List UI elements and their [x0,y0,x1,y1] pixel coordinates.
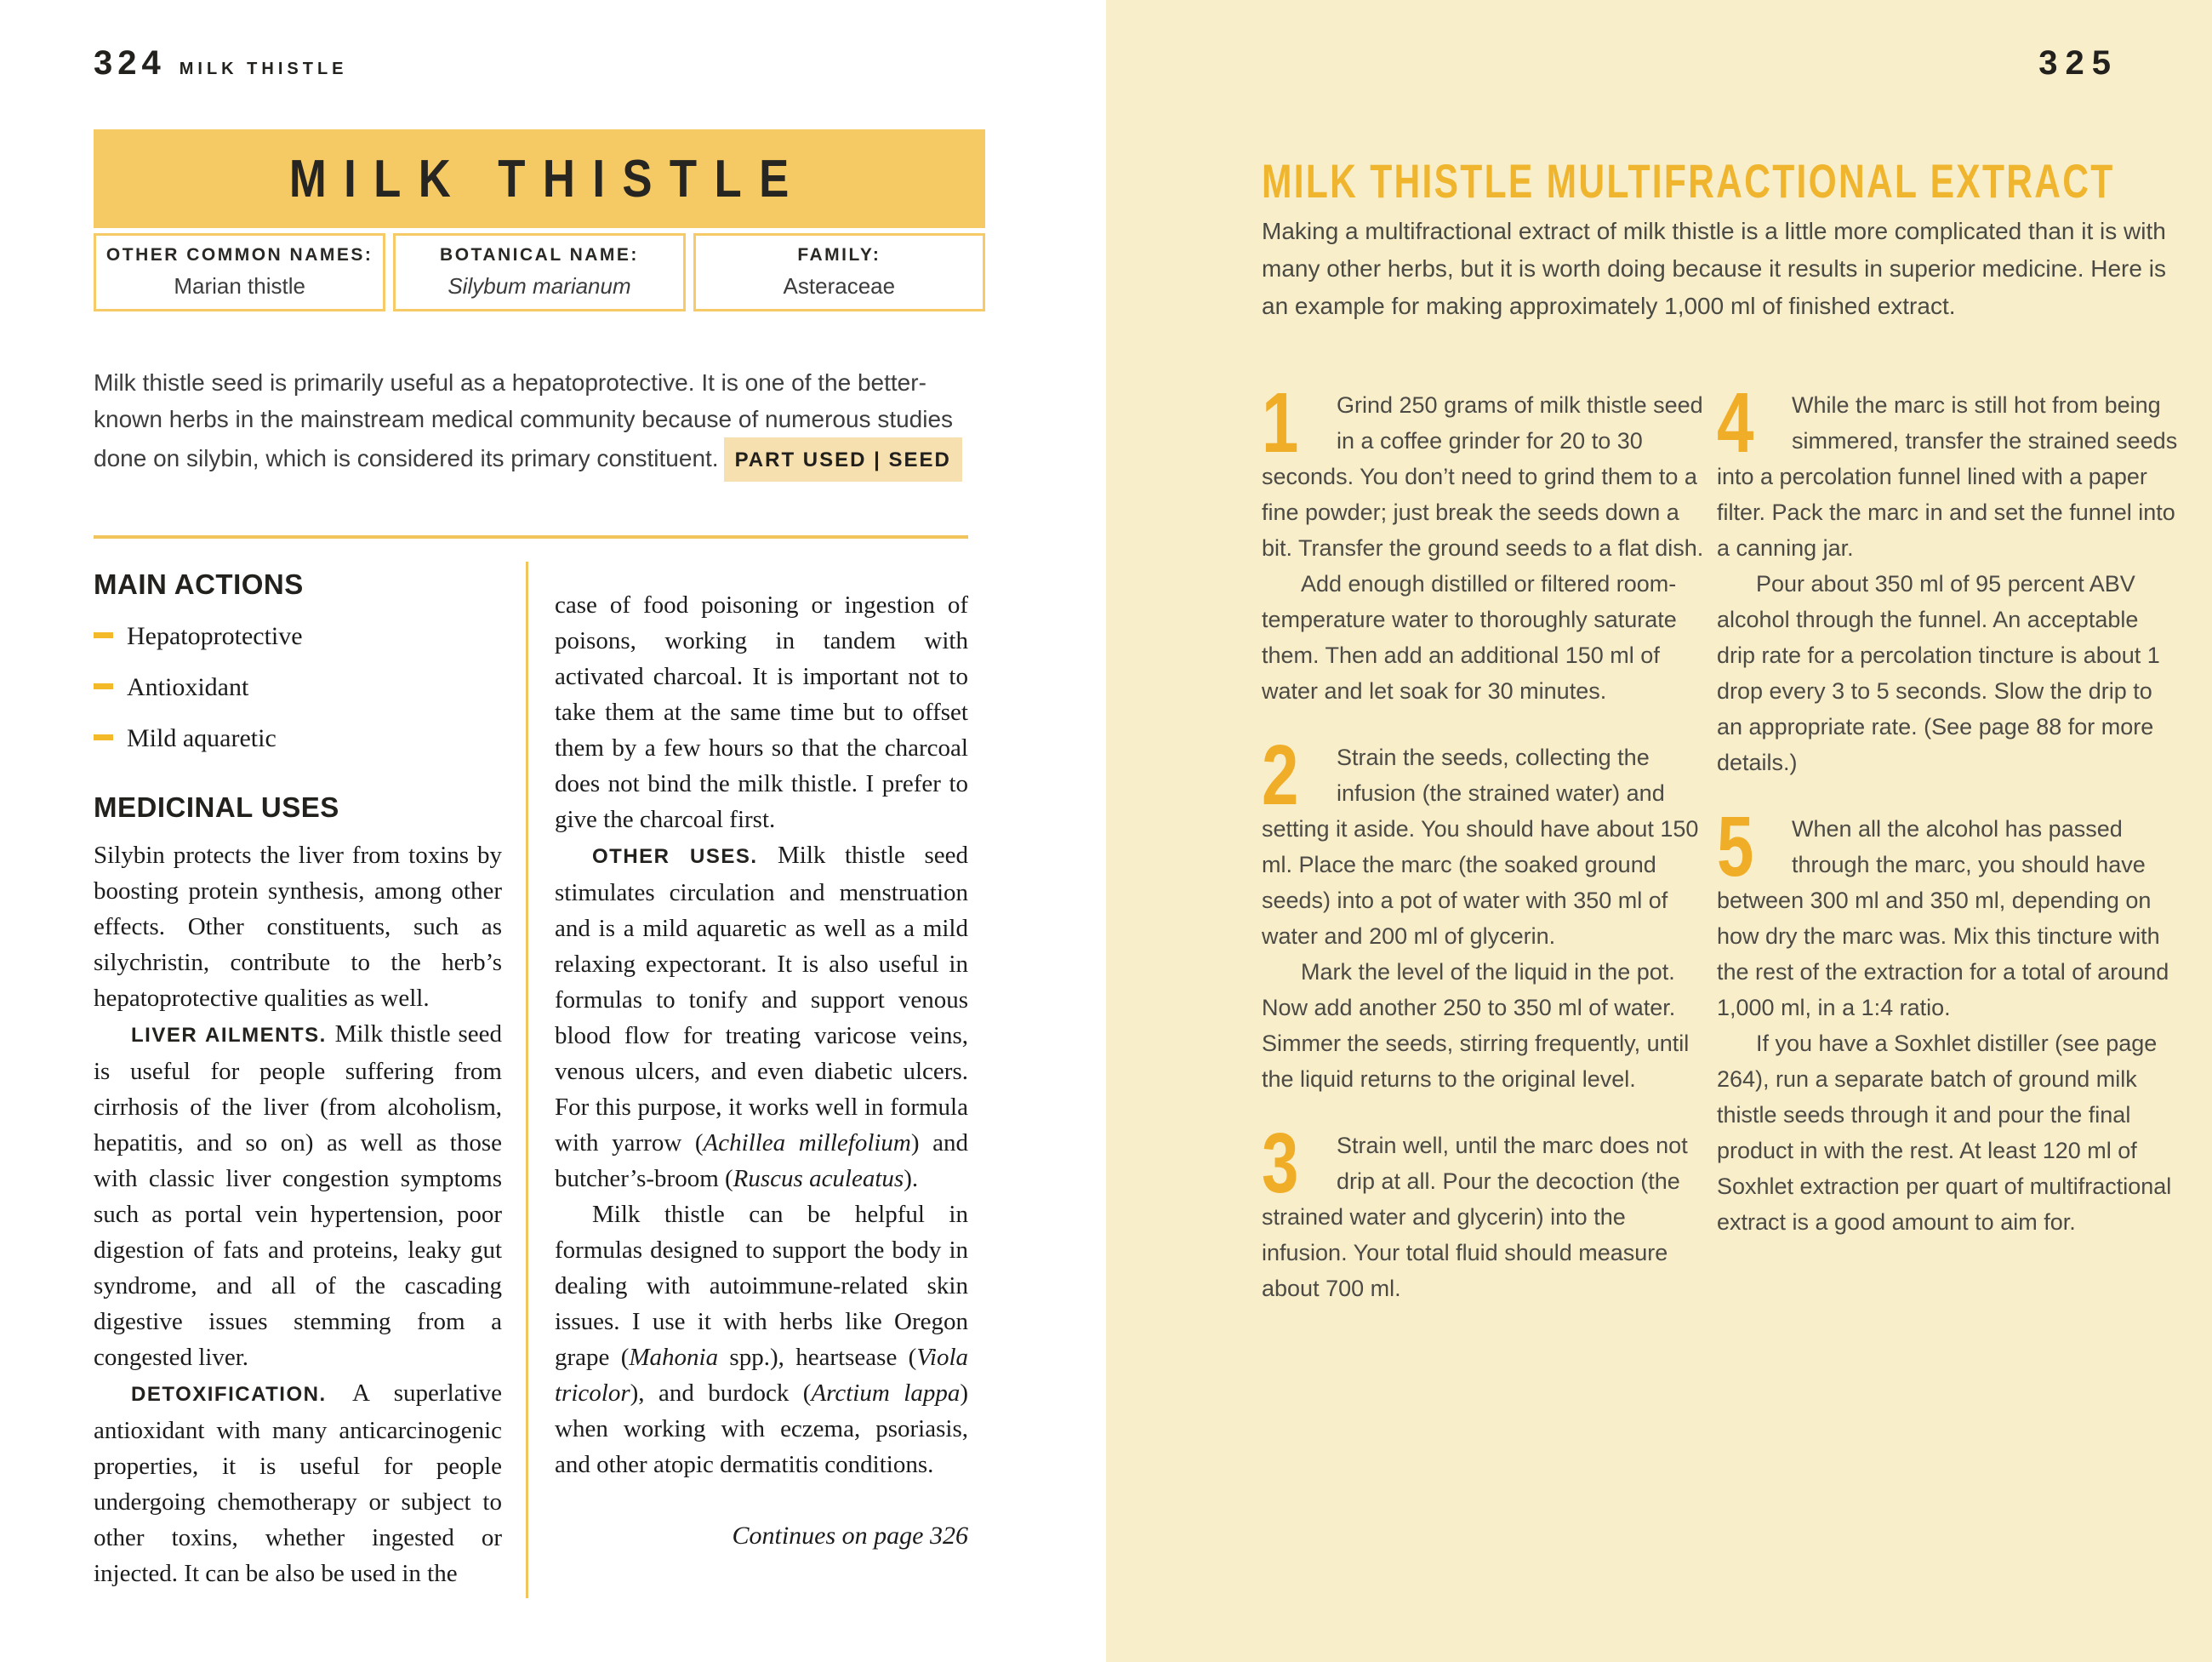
step-paragraph: Strain the seeds, collecting the infusion (the strained water) and setting it aside. You should have about 150 ml. Place the marc (the soaked ground seeds) into a pot of water with 350 ml of water and 200 ml of glycerin. [1262,745,1699,949]
body-paragraph: OTHER USES. Milk thistle seed stimulates circulation and menstruation and is a mild aquaretic as well as a mild relaxing expectorant. It is also useful in formulas to tonify and support venous blood flow for treating varicose veins, venous ulcers, and even diabetic ulcers. For this purpose, it works well in formula with yarrow (Achillea millefolium) and butcher’s-broom (Ruscus aculeatus). [555,842,969,1192]
list-item [94,620,502,654]
steps-column-right [1717,387,2178,1271]
intro-text: Milk thistle seed is primarily useful as a hepatoprotective. It is one of the better-known herbs in the mainstream medical community because of numerous studies done on silybin, which is considered its primary constituent. [94,369,954,471]
main-actions-heading: MAIN ACTIONS [94,568,304,600]
step-paragraph: When all the alcohol has passed through the marc, you should have between 300 ml and 350 ml, depending on how dry the marc was. Mix this tincture with the rest of the extraction for a total of around 1,000 ml, in a 1:4 ratio. [1717,816,2169,1020]
info-label: OTHER COMMON NAMES: [105,245,373,265]
bullet-dash-icon [94,632,113,638]
herb-intro-paragraph [94,364,983,482]
action-label: Hepatoprotective [127,622,303,650]
bullet-dash-icon [94,683,113,689]
herb-info-table [94,233,985,311]
right-page-number: 325 [2038,44,2118,82]
step-paragraph: Grind 250 grams of milk thistle seed in a coffee grinder for 20 to 30 seconds. You don’t need to grind them to a fine powder; just break the seeds down a bit. Transfer the ground seeds to a flat dish. [1262,392,1704,561]
steps-column-left [1262,387,1713,1337]
column-divider-rule [526,562,528,1598]
medicinal-uses-heading: MEDICINAL USES [94,791,339,823]
list-item [94,722,502,756]
info-value: Silybum marianum [448,273,631,299]
body-paragraph: LIVER AILMENTS. Milk thistle seed is useful for people suffering from cirrhosis of the liver (from alcoholism, hepatitis, and so on) as well as those with classic liver congestion symptoms such as portal vein hypertension, poor digestion of fats and proteins, leaky gut syndrome, and all of the cascading digestive issues stemming from a congested liver. [94,1020,502,1371]
step-number: 5 [1717,811,1754,894]
bullet-dash-icon [94,734,113,740]
extract-intro-paragraph: Making a multifractional extract of milk thistle is a little more complicated than it is with many other herbs, but it is worth doing because it results in superior medicine. Here is an example for making approximately 1,000 ml of finished extract. [1262,218,2166,319]
extract-title: MILK THISTLE MULTIFRACTIONAL EXTRACT [1262,154,2115,208]
step-2 [1262,740,1713,1097]
step-paragraph: If you have a Soxhlet distiller (see page 264), run a separate batch of ground milk thistle seeds through it and pour the final product in with the rest. At least 120 ml of Soxhlet extraction per quart of multifractional extract is a good amount to aim for. [1717,1031,2172,1235]
left-text-column [94,568,502,1591]
step-number: 2 [1262,740,1299,823]
step-paragraph: While the marc is still hot from being simmered, transfer the strained seeds into a percolation funnel lined with a paper filter. Pack the marc in and set the funnel into a canning jar. [1717,392,2178,561]
info-cell-botanical-name [393,233,685,311]
herb-title: MILK THISTLE [289,149,807,208]
info-cell-family [693,233,985,311]
body-paragraph: case of food poisoning or ingestion of poisons, working in tandem with activated charcoal. It is important not to take them at the same time but to offset them by a few hours so that the charcoal does not bind the milk thistle. I prefer to give the charcoal first. [555,591,968,833]
left-page-header [94,44,348,83]
herb-title-banner [94,129,985,228]
step-number: 4 [1717,387,1754,471]
step-paragraph: Mark the level of the liquid in the pot. Now add another 250 to 350 ml of water. Simmer the seeds, stirring frequently, until the liquid returns to the original level. [1262,959,1690,1092]
step-number: 3 [1262,1128,1299,1211]
right-page [1106,0,2212,1662]
body-paragraph: Silybin protects the liver from toxins by boosting protein synthesis, among other effects. Other constituents, such as silychristin, contribute to the herb’s hepatoprotective qualities as well. [94,842,502,1012]
info-cell-common-names [94,233,385,311]
step-paragraph: Strain well, until the marc does not drip at all. Pour the decoction (the strained water and glycerin) into the infusion. Your total fluid should measure about 700 ml. [1262,1133,1688,1301]
part-used-chip: PART USED | SEED [724,437,962,482]
horizontal-divider-rule [94,535,968,539]
continues-note: Continues on page 326 [732,1522,968,1550]
step-number: 1 [1262,387,1299,471]
info-value: Marian thistle [174,273,305,299]
step-1 [1262,387,1713,709]
step-3 [1262,1128,1713,1306]
step-4 [1717,387,2178,780]
info-label: BOTANICAL NAME: [440,245,639,265]
left-page-number: 324 [94,44,166,82]
right-text-column [555,587,968,1551]
body-paragraph: DETOXIFICATION. A superlative antioxidant with many anticarcinogenic properties, it is useful for people undergoing chemotherapy or subject to other toxins, whether ingested or injected. It can be also be used in the [94,1379,502,1587]
action-label: Mild aquaretic [127,724,276,752]
info-label: FAMILY: [797,245,881,265]
step-paragraph: Pour about 350 ml of 95 percent ABV alcohol through the funnel. An acceptable drip rate for a percolation tincture is about 1 drop every 3 to 5 seconds. Slow the drip to an appropriate rate. (See page 88 for more details.) [1717,571,2160,775]
info-value: Asteraceae [783,273,896,299]
step-5 [1717,811,2178,1240]
running-header: MILK THISTLE [179,60,348,78]
step-paragraph: Add enough distilled or filtered room-temperature water to thoroughly saturate them. Then add an additional 150 ml of water and let soak for 30 minutes. [1262,571,1677,704]
body-paragraph: Milk thistle can be helpful in formulas designed to support the body in dealing with autoimmune-related skin issues. I use it with herbs like Oregon grape (Mahonia spp.), heartsease (Viola tricolor), and burdock (Arctium lappa) when working with eczema, psoriasis, and other atopic dermatitis conditions. [555,1201,969,1478]
action-label: Antioxidant [127,673,249,701]
list-item [94,671,502,705]
